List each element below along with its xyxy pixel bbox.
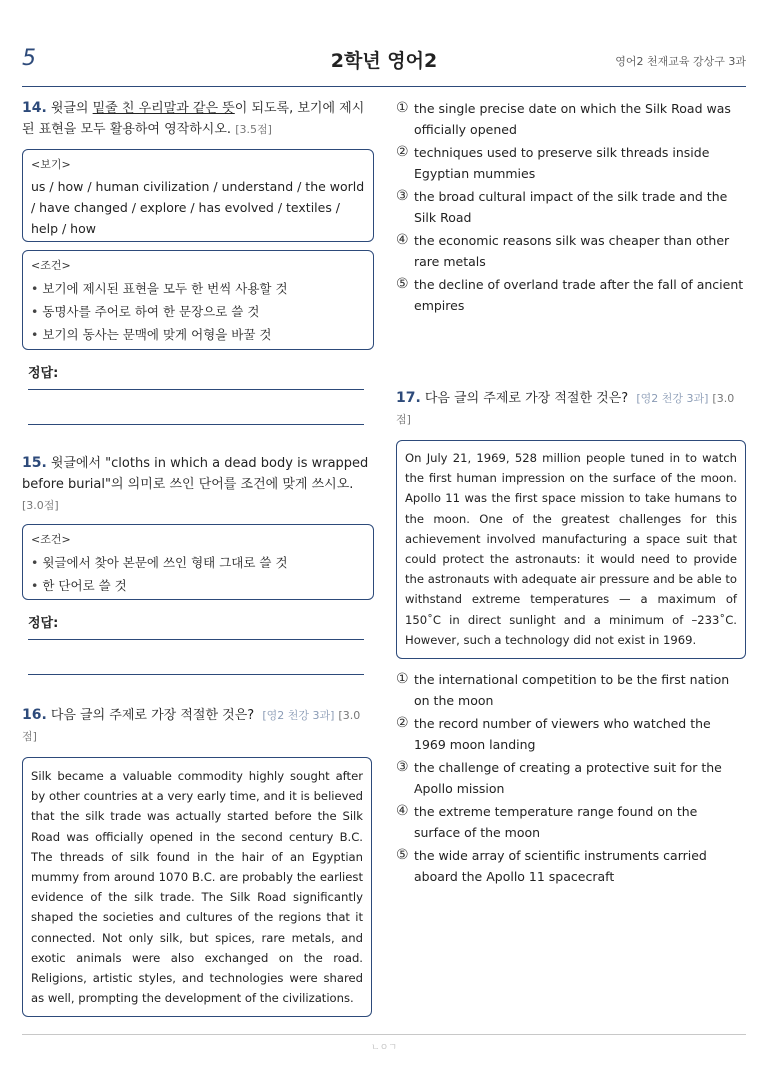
question-17-prompt: 17. 다음 글의 주제로 가장 적절한 것은? [영2 천강 3과] [3.0점] (396, 390, 735, 426)
answer-option[interactable]: ③ the broad cultural impact of the silk trade and the Silk Road (396, 188, 728, 225)
conditions-title: <조건> (31, 259, 71, 272)
answer-option[interactable]: ② techniques used to preserve silk threads inside Egyptian mummies (396, 144, 710, 181)
passage-text: On July 21, 1969, 528 million people tuned in to watch the first human impression on the surface of the moon. Apollo 11 was the first space mission to take humans to the moon. One of the greatest challenges for this achievement involved manufacturing a space suit that could protect the astronauts: it would need to provide the astronauts with adequate air pressure and be able to withstand extreme temperatures — a maximum of 150˚C in direct sunlight and a minimum of –233˚C. However, such a technology did not exist in 1969. (405, 451, 737, 647)
left-column (22, 98, 374, 1017)
condition-item: • 보기의 동사는 문맥에 맞게 어형을 바꿀 것 (31, 327, 272, 342)
question-number: 14. (22, 100, 47, 116)
condition-item: • 동명사를 주어로 하여 한 문장으로 쓸 것 (31, 304, 260, 319)
question-number: 17. (396, 390, 421, 406)
question-17-options (396, 669, 746, 887)
example-title: <보기> (31, 158, 71, 171)
points-label: [3.0점] (22, 709, 361, 743)
answer-line[interactable] (28, 389, 364, 390)
question-15 (22, 453, 374, 675)
condition-item: • 보기에 제시된 표현을 모두 한 번씩 사용할 것 (31, 281, 288, 296)
footer-mark: ㄴㅇㄱ (370, 1043, 398, 1053)
question-16-options (396, 98, 746, 316)
right-column (396, 98, 746, 889)
example-text: us / how / human civilization / understand / the world / have changed / explore / has evolved / textiles / help / how (31, 179, 365, 236)
answer-label: 정답: (28, 616, 59, 631)
underlined-phrase: 밑줄 친 우리말과 같은 뜻 (92, 101, 235, 116)
answer-line[interactable] (28, 639, 364, 640)
question-15-prompt: 15. 윗글에서 "cloths in which a dead body is wrapped before burial"의 의미로 쓰인 단어를 조건에 맞게 쓰시오. [3.0점] (22, 455, 369, 512)
passage-box (396, 440, 746, 659)
question-14 (22, 98, 374, 425)
question-number: 15. (22, 455, 47, 471)
answer-option[interactable]: ② the record number of viewers who watched the 1969 moon landing (396, 715, 711, 753)
question-14-prompt: 14. 윗글의 밑줄 친 우리말과 같은 뜻이 되도록, 보기에 제시된 표현을 모두 활용하여 영작하시오. [3.5점] (22, 100, 365, 137)
footer-divider (22, 1034, 746, 1035)
condition-item: • 한 단어로 쓸 것 (31, 578, 127, 593)
question-number: 16. (22, 707, 47, 723)
source-label: 영어2 천재교육 강상구 3과 (615, 55, 746, 68)
answer-option[interactable]: ③ the challenge of creating a protective suit for the Apollo mission (396, 759, 722, 797)
conditions-box (22, 250, 374, 350)
page-title: 2학년 영어2 (330, 50, 438, 72)
answer-option[interactable]: ① the single precise date on which the Silk Road was officially opened (396, 100, 731, 137)
question-17 (396, 388, 746, 887)
points-label: [3.0점] (396, 392, 735, 426)
answer-option[interactable]: ⑤ the wide array of scientific instruments carried aboard the Apollo 11 spacecraft (396, 847, 707, 885)
question-16 (22, 705, 374, 1017)
passage-text: Silk became a valuable commodity highly sought after by other countries at a very early time, and it is believed that the silk trade was actually started before the Silk Road was officially opened in the second century B.C. The threads of silk found in the hair of an Egyptian mummy from around 1070 B.C. are probably the earliest evidence of the silk trade. The Silk Road significantly shaped the societies and cultures of the regions that it connected. Not only silk, but spices, rare metals, and exotic animals were also exchanged on the road. Religions, artistic styles, and technologies were shared as well, prompting the development of the civilizations. (31, 769, 363, 1006)
example-box (22, 149, 374, 242)
conditions-title: <조건> (31, 533, 71, 546)
conditions-box (22, 524, 374, 600)
points-label: [3.5점] (235, 123, 272, 136)
page-number: 5 (22, 46, 36, 71)
source-tag: [영2 천강 3과] (636, 392, 709, 405)
source-tag: [영2 천강 3과] (262, 709, 335, 722)
answer-line[interactable] (28, 424, 364, 425)
answer-label: 정답: (28, 366, 59, 381)
answer-option[interactable]: ④ the economic reasons silk was cheaper than other rare metals (396, 232, 730, 269)
answer-option[interactable]: ① the international competition to be the first nation on the moon (396, 671, 730, 709)
page-header (22, 46, 746, 87)
answer-line[interactable] (28, 674, 364, 675)
question-16-prompt: 16. 다음 글의 주제로 가장 적절한 것은? [영2 천강 3과] [3.0점] (22, 707, 361, 743)
answer-option[interactable]: ④ the extreme temperature range found on the surface of the moon (396, 803, 698, 841)
passage-box (22, 757, 372, 1017)
condition-item: • 윗글에서 찾아 본문에 쓰인 형태 그대로 쓸 것 (31, 555, 288, 570)
answer-option[interactable]: ⑤ the decline of overland trade after the fall of ancient empires (396, 276, 744, 313)
points-label: [3.0점] (22, 499, 59, 512)
